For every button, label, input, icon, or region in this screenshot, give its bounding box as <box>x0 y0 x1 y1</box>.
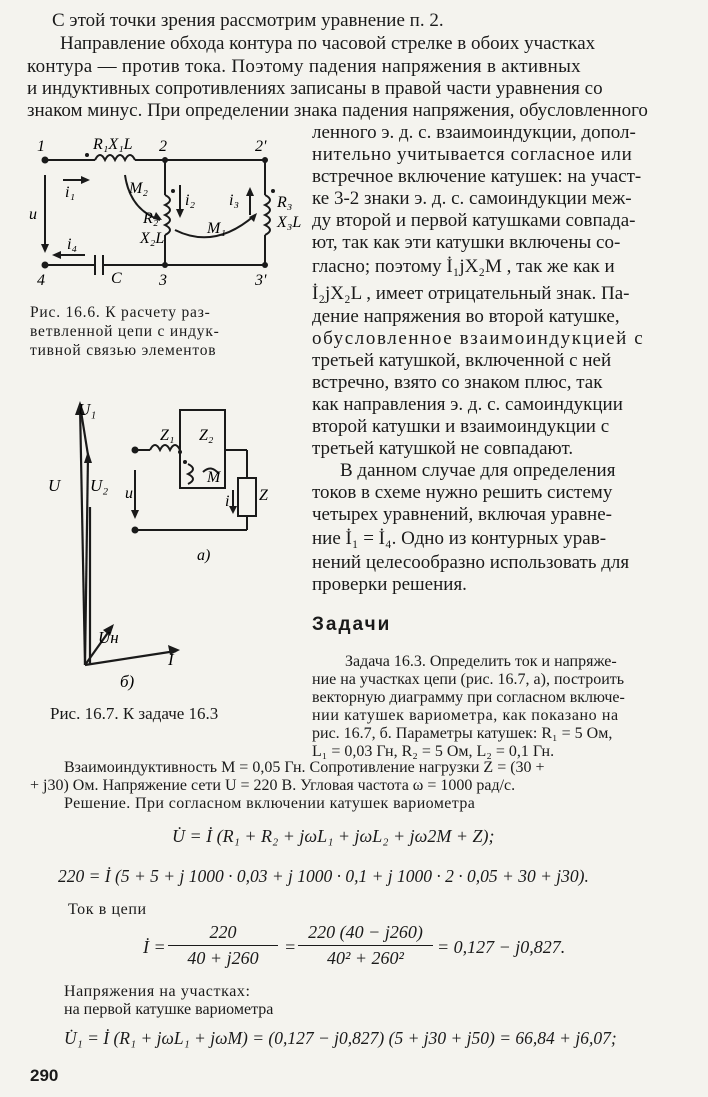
task-line: Взаимоиндуктивность M = 0,05 Гн. Сопротивление нагрузки Z = (30 + <box>64 759 545 776</box>
right-line: нительно учитывается согласное или <box>312 144 633 165</box>
task-line: Задача 16.3. Определить ток и напряже- <box>345 653 617 670</box>
right-line: обусловленное взаимоиндукцией с <box>312 328 645 349</box>
page-number: 290 <box>30 1066 59 1085</box>
right-line: ют, так как эти катушки включены со- <box>312 232 621 253</box>
node-label: 4 <box>37 272 45 289</box>
component-label: X₃L <box>277 214 302 231</box>
task-line: ние на участках цепи (рис. 16.7, а), построить <box>312 671 625 688</box>
section-title: Задачи <box>312 614 392 635</box>
figure-sublabel: б) <box>120 672 135 691</box>
right-line: дение напряжения во второй катушке, <box>312 306 620 327</box>
component-label: C <box>111 270 122 287</box>
right-line: гласно; поэтому İ₁jX₂M , так же как и <box>312 256 615 277</box>
right-line: ние İ₁ = İ₄. Одно из контурных урав- <box>312 528 607 549</box>
right-line: встречное включение катушек: на участ- <box>312 166 642 187</box>
node-label: 3' <box>255 272 267 289</box>
eq3-f1-num: 220 <box>209 922 237 942</box>
figure-16-7a-circuit <box>125 400 275 575</box>
intro-line-3: контура — против тока. Поэтому падения напряжения в активных <box>27 56 581 77</box>
right-line: ду второй и первой катушками совпада- <box>312 210 636 231</box>
caption-line: ветвленной цепи с индук- <box>30 323 220 340</box>
component-label: R₂ <box>143 210 159 227</box>
right-line: четырех уравнений, включая уравне- <box>312 504 612 525</box>
current-label: i₂ <box>185 192 196 209</box>
right-line: встречно, взято со знаком плюс, так <box>312 372 603 393</box>
task-line: векторную диаграмму при согласном включе- <box>312 689 625 706</box>
node-label: 2 <box>159 138 167 155</box>
eq3-rhs: = 0,127 − j0,827. <box>437 937 566 957</box>
right-line: проверки решения. <box>312 574 467 595</box>
right-line: третьей катушкой, включенной с ней <box>312 350 612 371</box>
right-line: ленного э. д. с. взаимоиндукции, допол- <box>312 122 636 143</box>
vector-label: Uн <box>98 628 119 647</box>
right-line: третьей катушкой не совпадают. <box>312 438 574 459</box>
node-label: 1 <box>37 138 45 155</box>
component-label: R₃ <box>277 194 293 211</box>
intro-line-5: знаком минус. При определении знака падения напряжения, обусловленного <box>27 100 648 121</box>
right-line: В данном случае для определения <box>340 460 616 481</box>
caption-line: Рис. 16.6. К расчету раз- <box>30 304 211 321</box>
vector-label: U₂ <box>90 476 109 495</box>
figure-sublabel: а) <box>197 547 211 564</box>
right-line: токов в схеме нужно решить систему <box>312 482 613 503</box>
task-line: L₁ = 0,03 Гн, R₂ = 5 Ом, L₂ = 0,1 Гн. <box>312 743 555 760</box>
eq3-fraction-2 <box>298 922 433 969</box>
intro-line-2: Направление обхода контура по часовой стрелке в обоих участках <box>60 33 596 54</box>
task-line: нии катушек вариометра, как показано на <box>312 707 619 724</box>
vector-label: I <box>168 650 174 669</box>
vector-label: U₁ <box>78 400 97 419</box>
current-label: i <box>225 493 230 510</box>
right-line: второй катушки и взаимоиндукции с <box>312 416 610 437</box>
component-label: Z <box>259 487 268 504</box>
equation-2: 220 = İ (5 + 5 + j 1000 · 0,03 + j 1000 · 0,1 + j 1000 · 2 · 0,05 + 30 + j30). <box>58 866 589 886</box>
right-line: İ₂jX₂L , имеет отрицательный знак. Па- <box>312 283 630 304</box>
vector-label: U <box>48 476 61 495</box>
napr-label-1: Напряжения на участках: <box>64 983 251 1000</box>
current-label: i₄ <box>67 236 78 253</box>
component-label: M <box>207 469 221 486</box>
eq3-f2-den: 40² + 260² <box>327 948 404 968</box>
eq3-equals: = <box>284 937 297 957</box>
equation-4: U̇₁ = İ (R₁ + jωL₁ + jωM) = (0,127 − j0,827) (5 + j30 + j50) = 66,84 + j6,07; <box>64 1028 617 1048</box>
component-label: R₁X₁L <box>93 136 133 153</box>
task-line: + j30) Ом. Напряжение сети U = 220 В. Угловая частота ω = 1000 рад/с. <box>30 777 516 794</box>
node-label: 3 <box>159 272 167 289</box>
right-line: нений целесообразно использовать для <box>312 552 630 573</box>
intro-line-4: и индуктивных сопротивлениях записаны в правой части уравнения со <box>27 78 603 99</box>
equation-1: U̇ = İ (R₁ + R₂ + jωL₁ + jωL₂ + jω2M + Z); <box>172 826 495 846</box>
mutual-label: M₁ <box>207 220 226 237</box>
right-line: как направления э. д. с. самоиндукции <box>312 394 623 415</box>
node-label: 2' <box>255 138 267 155</box>
figure-16-6-circuit <box>25 135 305 305</box>
eq3-fraction-1 <box>168 922 278 969</box>
component-label: Z₁ <box>160 427 175 444</box>
right-line: ке 3-2 знаки э. д. с. самоиндукции меж- <box>312 188 632 209</box>
figure-16-7-caption: Рис. 16.7. К задаче 16.3 <box>50 704 219 723</box>
intro-line-1: С этой точки зрения рассмотрим уравнение п. 2. <box>52 10 444 31</box>
eq3-lhs: İ = <box>143 937 166 957</box>
voltage-label: u <box>125 485 133 502</box>
eq3-f1-den: 40 + j260 <box>187 948 259 968</box>
component-label: Z₂ <box>199 427 214 444</box>
napr-label-2: на первой катушке вариометра <box>64 1001 274 1018</box>
current-label: i₁ <box>65 184 76 201</box>
task-line: рис. 16.7, б. Параметры катушек: R₁ = 5 Ом, <box>312 725 613 742</box>
task-line: Решение. При согласном включении катушек вариометра <box>64 795 476 812</box>
component-label: X₂L <box>140 230 165 247</box>
voltage-label: u <box>29 206 37 223</box>
current-label: i₃ <box>229 192 240 209</box>
tok-label: Ток в цепи <box>68 901 147 918</box>
mutual-label: M₂ <box>129 180 148 197</box>
caption-line: тивной связью элементов <box>30 342 217 359</box>
eq3-f2-num: 220 (40 − j260) <box>308 922 423 942</box>
